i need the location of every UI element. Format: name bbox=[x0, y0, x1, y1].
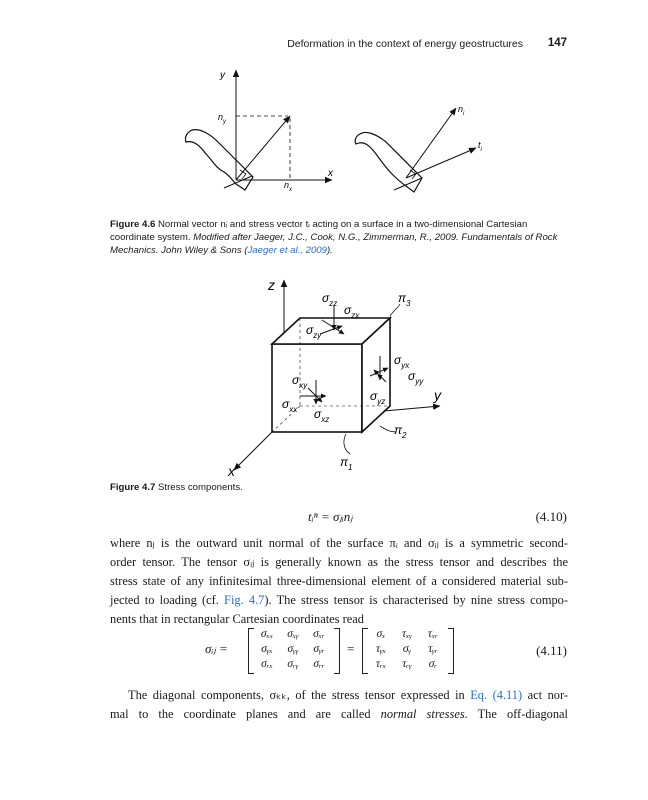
sigma-zx-label: $\sigma_{zx}$ bbox=[344, 303, 360, 320]
fig46-left-diagram bbox=[185, 70, 332, 190]
fig46-x-label: x bbox=[328, 168, 333, 179]
sigma-yx-label: $\sigma_{yx}$ bbox=[394, 353, 410, 370]
matrix-a-row-1: σₓₓ σₓᵧ σₓᵣ bbox=[260, 628, 325, 640]
fig46-nx-label: $n_x$ bbox=[284, 180, 293, 193]
matrix-b-row-3: τᵣₓ τᵣᵧ σᵣ bbox=[375, 658, 438, 670]
paragraph-1-line-4: jected to loading (cf. Fig. 4.7). The stress tensor is characterised by nine stress compo- bbox=[110, 593, 568, 607]
figure-4-7-label: Figure 4.7 bbox=[110, 482, 156, 493]
rock-surface-right bbox=[355, 132, 422, 192]
fig46-ny-label: $n_y$ bbox=[218, 112, 227, 125]
matrix-a-row-3: σᵣₓ σᵣᵧ σᵣᵣ bbox=[261, 658, 325, 670]
jaeger-citation-link[interactable]: Jaeger et al., 2009 bbox=[247, 245, 327, 256]
paragraph-1-line-1: where nⱼ is the outward unit normal of the surface πᵢ and σᵢⱼ is a symmetric second- bbox=[110, 536, 568, 550]
matrix-b-row-1: σₓ τₓᵧ τₓᵣ bbox=[376, 628, 439, 640]
fig46-right-diagram bbox=[355, 108, 476, 192]
figure-4-7-caption bbox=[110, 481, 568, 494]
figure-4-6 bbox=[170, 62, 500, 208]
fig-4-7-link[interactable]: Fig. 4.7 bbox=[224, 593, 265, 607]
eq-4-11-link[interactable]: Eq. (4.11) bbox=[470, 688, 523, 702]
axis-z-label: z bbox=[268, 277, 275, 293]
equation-4-10-number: (4.10) bbox=[535, 509, 567, 524]
pi-1-label: $\pi_1$ bbox=[340, 455, 353, 472]
running-header bbox=[110, 38, 567, 54]
pi-2-label: $\pi_2$ bbox=[394, 423, 407, 440]
matrix-a bbox=[248, 628, 340, 674]
sigma-xx-label: $\sigma_{xx}$ bbox=[282, 397, 298, 414]
figure-4-6-credit: Modified after Jaeger, J.C., Cook, N.G., Zimmerman, R., 2009. Fundamentals of Rock Mechanics. John Wiley & Sons ( bbox=[110, 232, 558, 256]
fig46-ti-label: $t_i$ bbox=[478, 140, 482, 153]
paragraph-2-line-1: The diagonal components, σₖₖ, of the stress tensor expressed in Eq. (4.11) act nor- bbox=[128, 688, 568, 702]
paragraph-1-line-3: stress state of any infinitesimal three-dimensional element of a considered material sub- bbox=[110, 574, 568, 588]
sigma-zz-label: $\sigma_{zz}$ bbox=[322, 291, 338, 308]
sigma-yy-label: $\sigma_{yy}$ bbox=[408, 369, 424, 386]
normal-vector-left bbox=[236, 116, 290, 180]
fig46-y-label: y bbox=[220, 70, 225, 81]
fig46-ni-label: $n_i$ bbox=[458, 104, 465, 117]
eq411-lhs: σᵢⱼ = bbox=[205, 641, 228, 656]
paragraph-1-line-5: nents that in rectangular Cartesian coordinates read bbox=[110, 612, 364, 626]
figure-4-6-caption bbox=[110, 218, 568, 257]
eq411-equals: = bbox=[347, 641, 355, 656]
figure-4-6-caption-text: Normal vector nᵢ and stress vector tᵢ acting on a surface in a two-dimensional Cartesian coordinate system. bbox=[110, 219, 528, 243]
equation-4-10: tᵢⁿ = σⱼᵢnⱼ bbox=[308, 509, 353, 524]
sigma-yz-label: $\sigma_{yz}$ bbox=[370, 389, 386, 406]
rock-surface-left bbox=[185, 130, 253, 190]
matrix-b-row-2: τᵧₓ σᵧ τᵧᵣ bbox=[375, 643, 438, 655]
sigma-xy-label: $\sigma_{xy}$ bbox=[292, 373, 308, 390]
matrix-a-row-2: σᵧₓ σᵧᵧ σᵧᵣ bbox=[261, 643, 325, 655]
figure-4-6-label: Figure 4.6 bbox=[110, 219, 156, 230]
equation-4-11-number: (4.11) bbox=[536, 643, 567, 658]
pi-3-label: $\pi_3$ bbox=[398, 291, 411, 308]
figure-4-7 bbox=[210, 272, 460, 480]
page-number: 147 bbox=[547, 37, 567, 49]
axis-x-label: x bbox=[228, 463, 235, 479]
matrix-b bbox=[362, 628, 454, 674]
paragraph-2-line-2: mal to the coordinate planes and are called normal stresses. The off-diagonal bbox=[110, 707, 568, 721]
sigma-zy-label: $\sigma_{zy}$ bbox=[306, 323, 322, 340]
paragraph-1-line-2: order tensor. The tensor σᵢⱼ is generally known as the stress tensor and describes the bbox=[110, 555, 568, 569]
figure-4-7-caption-text: Stress components. bbox=[158, 482, 243, 493]
axis-y-label: y bbox=[434, 387, 441, 403]
paragraph-2 bbox=[110, 686, 568, 724]
figure-4-6-credit-end: ). bbox=[326, 245, 333, 256]
paragraph-1 bbox=[110, 534, 568, 629]
normal-stresses-term: normal stresses bbox=[380, 707, 465, 721]
running-title: Deformation in the context of energy geostructures bbox=[287, 38, 523, 50]
sigma-xz-label: $\sigma_{xz}$ bbox=[314, 407, 330, 424]
